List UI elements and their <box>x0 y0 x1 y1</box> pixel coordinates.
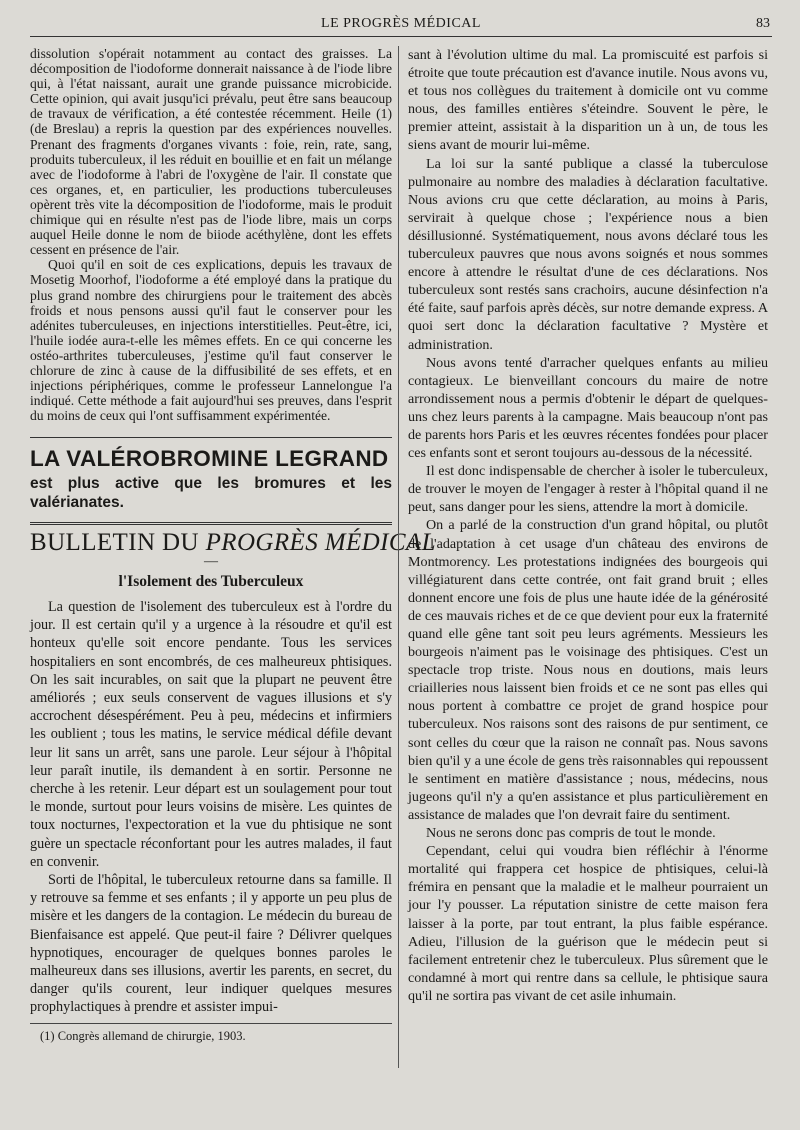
paragraph: Sorti de l'hôpital, le tuberculeux retourne dans sa famille. Il y retrouve sa femme et ses enfants ; il y apporte un peu plus de misère et les dangers de la contagion. Le médecin du bureau de Bienfaisance est appelé. Que peut-il faire ? Délivrer quelques hypnotiques, encourager de quelques bonnes paroles le malheureux dans ses illusions, avertir les parents, en secret, du danger qu'ils courent, leur indiquer quelques mesures prophylactiques à prendre et assister impui- <box>30 872 392 1016</box>
paragraph: Il est donc indispensable de chercher à isoler le tuberculeux, de trouver le moyen de l'engager à rester à l'hôpital quand il ne peut, sans danger pour les siens, attendre la mort à domicile. <box>408 463 768 516</box>
ad-title: LA VALÉROBROMINE LEGRAND <box>30 446 389 472</box>
paragraph: Cependant, celui qui voudra bien réfléchir à l'énorme mortalité qui frappera cet hospice de phtisiques, celui-là frémira en pensant que la maladie et le malheur pourraient un jour l'y pousser. La réputation sinistre de cette maison fera laisser à la porte, par tout entrant, la plus faible espérance. Adieu, l'illusion de la guérison que le médecin peut si facilement entretenir chez le tuberculeux. Plus sûrement que le condamné à mort qui rentre dans sa cellule, le phtisique saura qu'il ne sortira pas vivant de cet asile inhumain. <box>408 843 768 1004</box>
running-head: LE PROGRÈS MÉDICAL <box>321 16 481 31</box>
paragraph: Nous ne serons donc pas compris de tout le monde. <box>426 825 716 842</box>
paragraph: La loi sur la santé publique a classé la tuberculose pulmonaire au nombre des maladies à déclaration facultative. Nous avions cru que cette déclaration, au moins à Paris, servirait à quelque chose ; l'expérience nous a bien désillusionné. Systématiquement, nous avons déclaré tous les tuberculeux pauvres que nous avons soignés et nous sommes encore à attendre le résultat d'une de ces déclarations. Nos tuberculeux sont restés sans crachoirs, aucune désinfection n'a été faite, sauf parfois après décès, sur notre demande express. A quoi sert donc la déclaration facultative ? Mystère et administration. <box>408 155 768 353</box>
bulletin-title <box>30 529 436 557</box>
title-dash: — <box>204 553 218 569</box>
left-column <box>30 46 436 1044</box>
footnote: (1) Congrès allemand de chirurgie, 1903. <box>40 1028 246 1043</box>
column-divider <box>398 46 399 1068</box>
page-header <box>30 14 772 37</box>
section-rule <box>30 522 392 525</box>
advertisement <box>30 446 392 512</box>
paragraph: sant à l'évolution ultime du mal. La promiscuité est parfois si étroite que toute précaution est d'avance inutile. Nous avons vu, et tous nos collègues du traitement à domicile ont vu comme nous, des familles entières s'éteindre. Souvent le père, le premier atteint, assistait à la disparition un à un, de tous les siens avant de mourir lui-même. <box>408 47 768 154</box>
bulletin-title-journal: PROGRÈS MÉDICAL <box>205 529 436 557</box>
paragraph: dissolution s'opérait notamment au contact des graisses. La décomposition de l'iodoforme donnerait naissance à de l'iode libre qui, à l'état naissant, aurait une grande puissance microbicide. Cette opinion, qui avait jusqu'ici prévalu, peut être sans beaucoup de travaux de vérification, a été contestée récemment. Heile (1) (de Breslau) a repris la question par des expériences nouvelles. Prenant des fragments d'organes vivants : foie, rein, rate, sang, produits tuberculeux, il les réduit en bouillie et en fait un mélange avec de l'iodoforme à l'abri de l'oxygène de l'air. Il constate que ces organes, et, en particulier, les productions tuberculeuses opèrent très vite la décomposition de l'iodoforme, mais le produit chimique qui en résulte n'est pas de l'iode libre, mais un corps auquel Heile donne le nom de biiode acéthylène, dont les effets cessent en présence de l'air. <box>30 46 392 258</box>
paragraph: La question de l'isolement des tuberculeux est à l'ordre du jour. Il est certain qu'il y a urgence à la résoudre et qu'il est honteux qu'elle soit encore pendante. Tous les services hospitaliers en sont encombrés, de ces malheureux phtisiques. On les sait incurables, on sait que la plupart ne peuvent être améliorés ; eux seuls conservent de vagues illusions et s'y accrochent désespérément. Peu à peu, médecins et infirmiers les oublient ; tous les matins, le service médical défile devant leur lit sans un arrêt, sans une parole. Leur séjour à l'hôpital leur paraît inutile, ils demandent à en sortir. Personne ne cherche à les retenir. Leur départ est un soulagement pour tout le monde, surtout pour leurs voisins de misère. Les quintes de toux nocturnes, l'expectoration et la vue du phtisique ne sont guère un spectacle réconfortant pour les autres malades, il faut en convenir. <box>30 598 392 870</box>
page-number: 83 <box>756 16 770 31</box>
paragraph: Quoi qu'il en soit de ces explications, depuis les travaux de Mosetig Moorhof, l'iodoforme a été employé dans la pratique du plus grand nombre des chirurgiens pour le traitement des abcès froids et nous pensons aussi qu'il faut le conserver pour les adénites tuberculeuses, en injections interstitielles. Peut-être, ici, l'huile iodée aura-t-elle les mêmes effets. En ce qui concerne les ostéo-arthrites tuberculeuses, j'estime qu'il faut conserver le chlorure de zinc à cause de la diffusibilité de ses effets, et en injections périphériques, comme le professeur Lannelongue l'a indiqué. Cette méthode a fait aujourd'hui ses preuves, dans l'esprit du moins de ceux qui l'ont suffisamment expérimentée. <box>30 257 392 424</box>
paragraph: On a parlé de la construction d'un grand hôpital, ou plutôt de l'adaptation à cet usage d'un château des environs de Montmorency. Les protestations indignées des bourgeois qui villégiaturent dans cette contrée, ont fait grand bruit ; elles donnent encore une fois de plus une haute idée de la générosité de ces mauvais riches et de ce que devient pour eux la fraternité quand elle gêne tant soit peu leurs agréments. Messieurs les bourgeois n'aiment pas le voisinage des phtisiques. C'est un spectacle trop triste. Nous nous en doutions, mais leurs criailleries nous laissent bien froids et ce ne sont pas elles qui nous portent à combattre ce projet de grand hospice pour tuberculeux. Nos raisons sont des raisons de pur sentiment, ce sont celles du cœur que la raison ne connaît pas. Nous savons bien qu'il y a une école de gens très raisonnables qui repoussent le sentiment en matière d'assistance ; nous, médecins, nous jugeons qu'il n'y a qu'en assistance et plus particulièrement en assistance de malades que l'on devrait faire du sentiment. <box>408 517 769 823</box>
right-column <box>408 46 768 1005</box>
ad-text: est plus active que les bromures et les valérianates. <box>30 475 392 512</box>
bulletin-title-part: BULLETIN DU <box>30 529 206 557</box>
article-title: l'Isolement des Tuberculeux <box>118 572 304 590</box>
paragraph: Nous avons tenté d'arracher quelques enfants au milieu contagieux. Le bienveillant concours du maire de notre arrondissement nous a permis d'obtenir le départ de quelques-uns chez leurs parents à la campagne. Mais beaucoup n'ont pas de parents hors Paris et les œuvres récentes fondées pour placer ces enfants sont et seront toujours au-dessous de la nécessité. <box>408 354 768 462</box>
footnote-rule <box>30 1023 392 1024</box>
section-rule <box>30 437 392 438</box>
